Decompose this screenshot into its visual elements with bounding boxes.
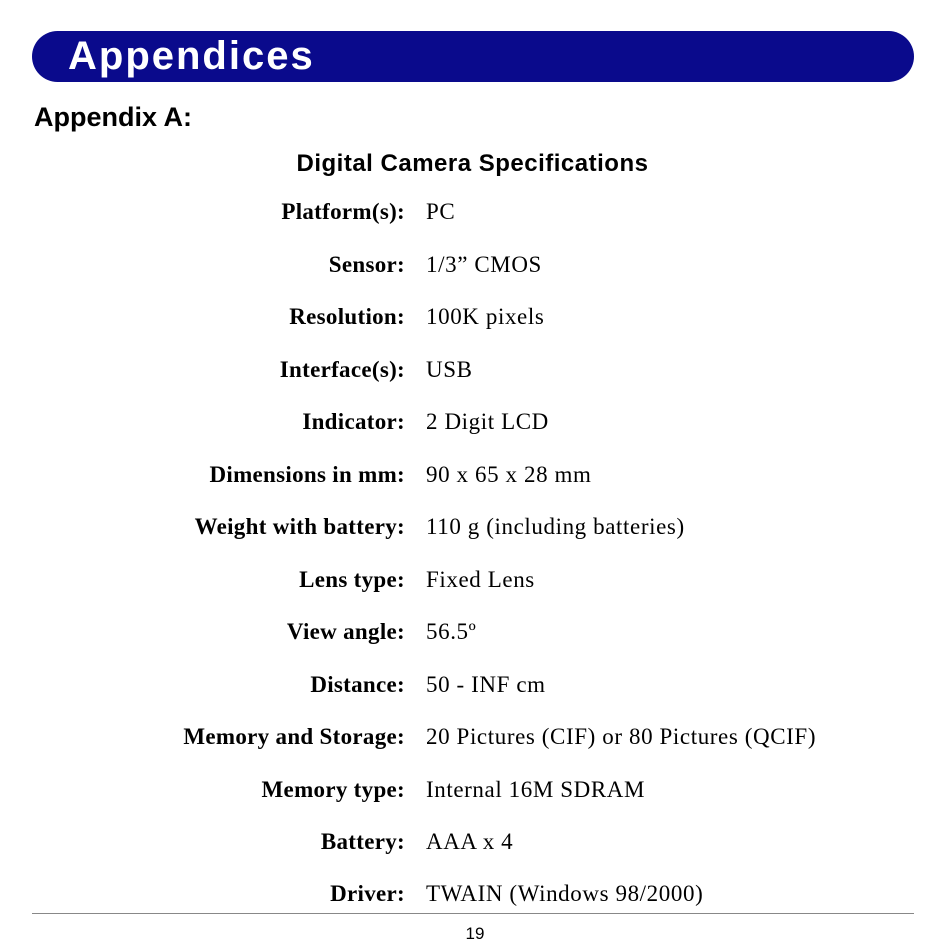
spec-row-resolution — [0, 302, 950, 342]
spec-label: Weight with battery: — [194, 514, 405, 539]
spec-row-dimensions — [0, 460, 950, 500]
header-banner — [32, 31, 914, 82]
spec-label: Memory type: — [261, 777, 405, 802]
spec-row-battery — [0, 827, 950, 867]
spec-label: Platform(s): — [281, 199, 405, 224]
spec-label: Battery: — [320, 829, 405, 854]
appendix-heading: Appendix A: — [34, 102, 192, 132]
spec-value: Fixed Lens — [426, 567, 535, 592]
spec-value: 1/3” CMOS — [426, 252, 542, 277]
spec-value: 50 - INF cm — [426, 672, 546, 697]
spec-value: Internal 16M SDRAM — [426, 777, 646, 802]
spec-label: Driver: — [330, 881, 405, 906]
spec-label: Interface(s): — [279, 357, 405, 382]
spec-label: View angle: — [286, 619, 405, 644]
spec-row-memory-storage — [0, 722, 950, 762]
spec-row-sensor — [0, 250, 950, 290]
spec-value: USB — [426, 357, 473, 382]
footer-divider — [32, 913, 914, 914]
spec-label: Resolution: — [289, 304, 405, 329]
spec-value: PC — [426, 199, 456, 224]
spec-row-platform — [0, 197, 950, 237]
spec-row-indicator — [0, 407, 950, 447]
section-title: Digital Camera Specifications — [296, 150, 649, 177]
spec-row-memory-type — [0, 775, 950, 815]
spec-label: Indicator: — [302, 409, 405, 434]
spec-row-view-angle — [0, 617, 950, 657]
page-title: Appendices — [68, 34, 315, 78]
spec-value: 110 g (including batteries) — [426, 514, 685, 539]
spec-label: Distance: — [310, 672, 405, 697]
spec-value: AAA x 4 — [426, 829, 514, 854]
spec-value: 90 x 65 x 28 mm — [426, 462, 592, 487]
spec-label: Dimensions in mm: — [209, 462, 405, 487]
spec-row-interface — [0, 355, 950, 395]
spec-row-lens-type — [0, 565, 950, 605]
spec-label: Memory and Storage: — [183, 724, 405, 749]
spec-label: Sensor: — [328, 252, 405, 277]
spec-value: 100K pixels — [426, 304, 545, 329]
spec-value: 2 Digit LCD — [426, 409, 549, 434]
spec-label: Lens type: — [299, 567, 405, 592]
spec-row-weight — [0, 512, 950, 552]
page-number: 19 — [465, 924, 485, 943]
spec-value: TWAIN (Windows 98/2000) — [426, 881, 704, 906]
spec-row-distance — [0, 670, 950, 710]
spec-value: 20 Pictures (CIF) or 80 Pictures (QCIF) — [426, 724, 817, 749]
spec-value: 56.5º — [426, 619, 477, 644]
